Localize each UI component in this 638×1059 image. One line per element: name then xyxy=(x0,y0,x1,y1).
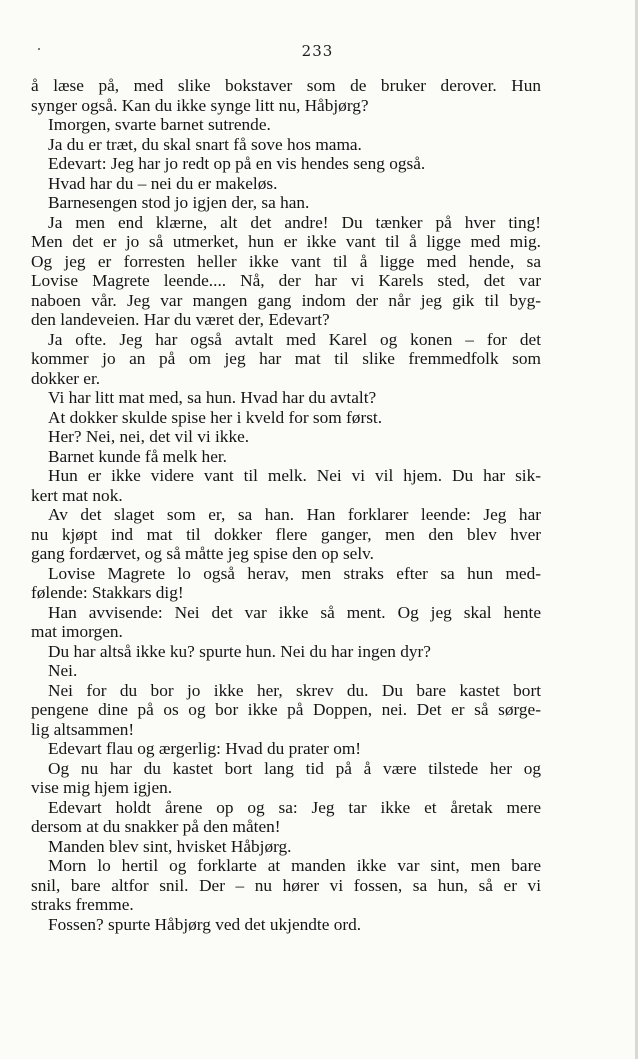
text-line: Barnesengen stod jo igjen der, sa han. xyxy=(48,193,310,212)
text-line: kert mat nok. xyxy=(31,485,123,505)
text-line: Barnet kunde få melk her. xyxy=(48,446,227,466)
text-line: kommer jo an på om jeg har mat til slike fremmedfolk som xyxy=(31,349,541,368)
text-line: Ja men end klærne, alt det andre! Du tænker på hver ting! xyxy=(48,212,541,232)
text-line: Her? Nei, nei, det vil vi ikke. xyxy=(48,427,250,446)
text-line: Edevart holdt årene op og sa: Jeg tar ikke et åretak mere xyxy=(48,797,541,817)
text-line: Vi har litt mat med, sa hun. Hvad har du avtalt? xyxy=(48,388,377,407)
text-line: den landeveien. Har du været der, Edevart? xyxy=(31,310,330,329)
text-line: Du har altså ikke ku? spurte hun. Nei du har ingen dyr? xyxy=(48,641,431,661)
text-line: å læse på, med slike bokstaver som de bruker derover. Hun xyxy=(31,76,541,95)
text-line: Imorgen, svarte barnet sutrende. xyxy=(48,115,271,134)
text-line: Og nu har du kastet bort lang tid på å være tilstede her og xyxy=(48,758,541,778)
text-line: At dokker skulde spise her i kveld for som først. xyxy=(48,407,383,427)
page-number: 233 xyxy=(301,42,334,60)
text-line: Edevart flau og ærgerlig: Hvad du prater om! xyxy=(48,739,362,758)
text-line: dokker er. xyxy=(31,368,101,388)
text-line: Nei for du bor jo ikke her, skrev du. Du bare kastet bort xyxy=(48,680,541,700)
text-line: pengene dine på os og bor ikke på Doppen, nei. Det er så sørge- xyxy=(31,700,541,719)
text-line: Edevart: Jeg har jo redt op på en vis hendes seng også. xyxy=(48,154,426,173)
text-line: lig altsammen! xyxy=(31,719,135,739)
text-line: snil, bare altfor snil. Der – nu hører vi fossen, sa hun, så er vi xyxy=(31,875,541,895)
text-line: Han avvisende: Nei det var ikke så ment. Og jeg skal hente xyxy=(48,602,541,622)
text-line: Av det slaget som er, sa han. Han forklarer leende: Jeg har xyxy=(48,505,541,524)
text-line: Hun er ikke videre vant til melk. Nei vi vil hjem. Du har sik- xyxy=(48,466,541,485)
text-line: Lovise Magrete lo også herav, men straks efter sa hun med- xyxy=(48,563,541,583)
text-line: mat imorgen. xyxy=(31,622,123,641)
text-line: Hvad har du – nei du er makeløs. xyxy=(48,173,278,193)
text-line: naboen vår. Jeg var mangen gang indom der når jeg gik til byg- xyxy=(31,290,541,310)
text-line: straks fremme. xyxy=(31,895,134,914)
text-line: følende: Stakkars dig! xyxy=(31,583,184,602)
text-line: nu kjøpt ind mat til dokker flere ganger, men den blev hver xyxy=(31,524,541,544)
text-line: Morn lo hertil og forklarte at manden ikke var sint, men bare xyxy=(48,856,541,875)
text-line: dersom at du snakker på den måten! xyxy=(31,817,281,836)
text-line: Ja ofte. Jeg har også avtalt med Karel og konen – for det xyxy=(48,329,541,349)
text-line: gang fordærvet, og så måtte jeg spise den op selv. xyxy=(31,544,374,563)
text-line: Ja du er træt, du skal snart få sove hos mama. xyxy=(48,134,362,154)
text-line: Men det er jo så utmerket, hun er ikke vant til å ligge med mig. xyxy=(31,232,541,251)
text-line: Lovise Magrete leende.... Nå, der har vi Karels sted, det var xyxy=(31,271,541,290)
text-line: Og jeg er forresten heller ikke vant til å ligge med hende, sa xyxy=(31,251,541,271)
text-line: Nei. xyxy=(48,661,78,680)
text-line: vise mig hjem igjen. xyxy=(31,778,173,797)
text-line: Manden blev sint, hvisket Håbjørg. xyxy=(48,836,292,856)
text-line: Fossen? spurte Håbjørg ved det ukjendte ord. xyxy=(48,914,362,934)
text-line: synger også. Kan du ikke synge litt nu, Håbjørg? xyxy=(31,95,369,115)
body-text xyxy=(31,76,541,934)
